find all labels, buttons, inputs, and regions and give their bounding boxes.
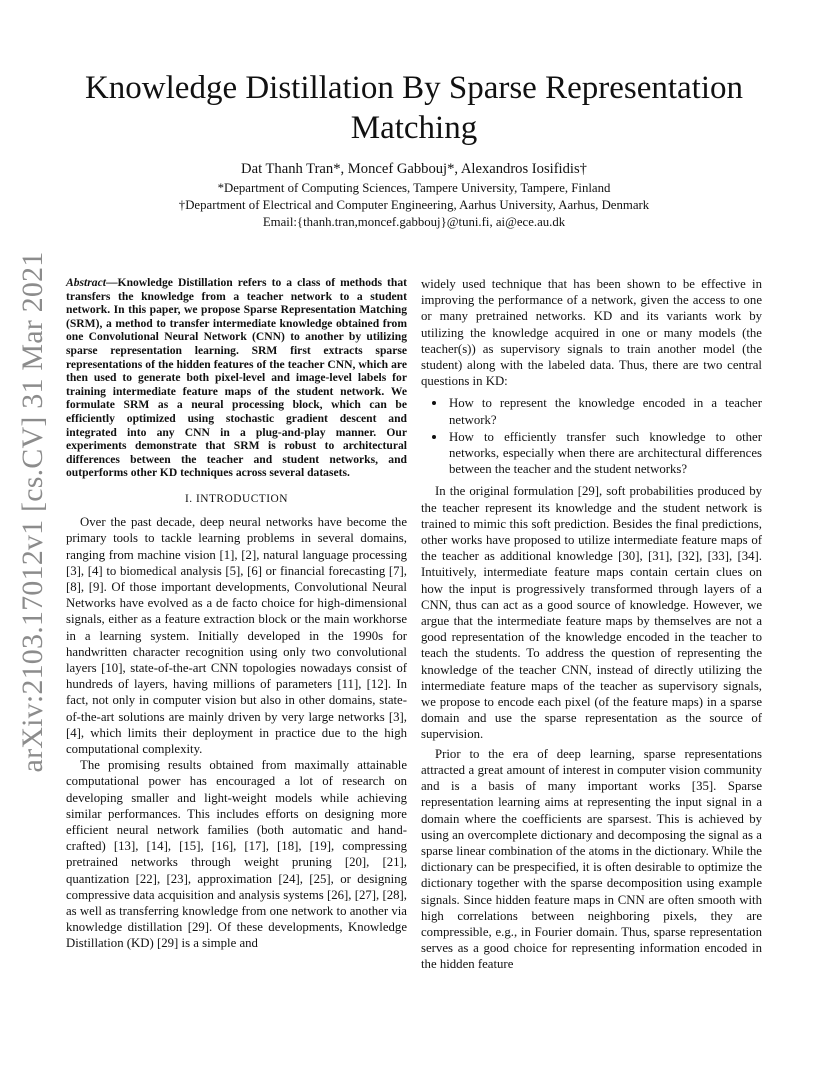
paper-title [66, 68, 762, 148]
intro-paragraph-1: Over the past decade, deep neural networks have become the primary tools to tackle learning problems in several domains, ranging from machine vision [1], [2], natural language processing [3], [4] to biomedical analysis [5], [6] or financial forecasting [7], [8], [9]. Of those important developments, Convolutional Neural Networks have evolved as a de facto choice for high-dimensional signals, either as a feature extraction block or the main workhorse in a learning system. Initially developed in the 1990s for handwritten character recognition using only two convolutional layers [10], state-of-the-art CNN topologies nowadays consist of hundreds of layers, having millions of parameters [11], [12]. In fact, not only in computer vision but also in other domains, state-of-the-art solutions are mainly driven by very large networks [3], [4], which limits their deployment in practice due to the high computational complexity. [66, 515, 407, 756]
affiliation-aarhus: †Department of Electrical and Computer Engineering, Aarhus University, Aarhus, Denmark [178, 198, 650, 212]
author-list: Dat Thanh Tran*, Moncef Gabbouj*, Alexandros Iosifidis† [241, 161, 587, 177]
right-column [421, 276, 762, 973]
title-line-2: Matching [350, 110, 478, 146]
affiliation-tampere: *Department of Computing Sciences, Tampere University, Tampere, Finland [217, 181, 611, 195]
section-heading-introduction: I. INTRODUCTION [184, 492, 289, 505]
left-column [66, 276, 407, 952]
arxiv-stamp [18, 252, 48, 772]
author-emails: Email:{thanh.tran,moncef.gabbouj}@tuni.fi, ai@ece.au.dk [262, 215, 566, 229]
abstract [66, 276, 407, 480]
right-paragraph-3: Prior to the era of deep learning, sparse representations attracted a great amount of interest in computer vision community and is a basis of many important works [35]. Sparse representation learning aims at representing the input signal in a domain where the coefficients are sparsest. This is achieved by using an overcomplete dictionary and decomposing the signal as a sparse linear combination of the atoms in the dictionary. While the dictionary can be prespecified, it is often desirable to optimize the dictionary together with the sparse decomposition using example signals. Since hidden feature maps in CNN are often smooth with high correlations between neighboring pixels, they are compressible, e.g., in Fourier domain. Thus, sparse representation serves as a good choice for representing information encoded in the hidden feature [421, 746, 762, 972]
title-line-1: Knowledge Distillation By Sparse Representation [84, 70, 744, 106]
abstract-label: Abstract [66, 276, 106, 289]
question-bullet-1: How to represent the knowledge encoded in a teacher network? [449, 396, 762, 427]
abstract-text: —Knowledge Distillation refers to a class of methods that transfers the knowledge from a teacher network to a student network. In this paper, we propose Sparse Representation Matching (SRM), a method to transfer intermediate knowledge obtained from one Convolutional Neural Network (CNN) to another by utilizing sparse representation learning. SRM first extracts sparse representations of the hidden features of the teacher CNN, which are then used to generate both pixel-level and image-level labels for training intermediate feature maps of the student network. We formulate SRM as a neural processing block, which can be efficiently optimized using stochastic gradient descent and integrated into any CNN in a plug-and-play manner. Our experiments demonstrate that SRM is robust to architectural differences between the teacher and student networks, and outperforms other KD techniques across several datasets. [66, 276, 407, 480]
arxiv-identifier: arXiv:2103.17012v1 [cs.CV] 31 Mar 2021 [16, 251, 49, 773]
question-list [421, 395, 762, 477]
question-bullet-2: How to efficiently transfer such knowledge to other networks, especially when there are architectural differences between the teacher and the student networks? [449, 429, 762, 477]
right-paragraph-2: In the original formulation [29], soft probabilities produced by the teacher represent its knowledge and the student network is trained to mimic this soft prediction. Besides the final predictions, other works have proposed to utilize intermediate feature maps of the teacher as additional knowledge [30], [31], [32], [33], [34]. Intuitively, intermediate feature maps contain certain clues on how the input is progressively transformed through layers of a CNN, thus can act as a good source of knowledge. However, we argue that the intermediate feature maps by themselves are not a good representation of the knowledge encoded in the teacher to teach the students. To address the question of representing the knowledge of the teacher CNN, instead of directly utilizing the intermediate feature maps of the teacher as supervisory signals, we propose to encode each pixel (of the feature maps) in a sparse domain and use the sparse representation as the source of supervision. [421, 484, 762, 742]
right-paragraph-1: widely used technique that has been shown to be effective in improving the performance of a network, given the access to one or many pretrained networks. KD and its variants work by utilizing the knowledge acquired in one or many models (the teacher(s)) as supervisory signals to train another model (the student) along with the labeled data. Thus, there are two central questions in KD: [421, 277, 762, 389]
intro-paragraph-2: The promising results obtained from maximally attainable computational power has encouraged a lot of research on developing smaller and light-weight models while achieving similar performances. This includes efforts on designing more efficient neural network families (both automatic and hand-crafted) [13], [14], [15], [16], [17], [18], [19], compressing pretrained networks through weight pruning [20], [21], quantization [22], [23], approximation [24], [25], or designing compressive data acquisition and analysis systems [26], [27], [28], as well as transferring knowledge from one network to another via knowledge distillation [29]. Of these developments, Knowledge Distillation (KD) [29] is a simple and [66, 758, 407, 951]
